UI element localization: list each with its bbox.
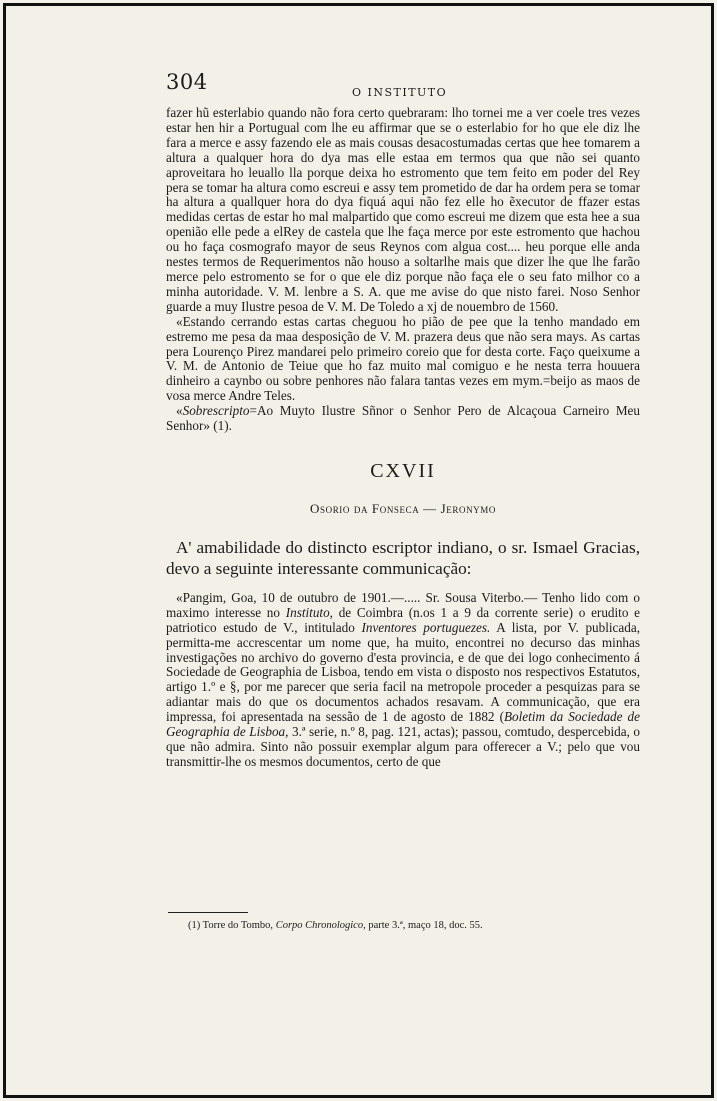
letter-continuation — [166, 106, 640, 434]
section-intro: A' amabilidade do distincto escriptor indiano, o sr. Ismael Gracias, devo a seguinte interessante communicação: — [166, 537, 640, 578]
footnote-marker: (1) — [188, 920, 201, 931]
footnote-italic: Corpo Chronologico, — [275, 920, 366, 931]
superscription: «Sobrescripto=Ao Muyto Ilustre Sñnor o Senhor Pero de Alcaçoua Carneiro Meu Senhor» (1). — [166, 403, 640, 434]
footnote-text: Torre do Tombo, — [200, 920, 276, 931]
italic-run: Boletim da Sociedade de Geographia de Lisboa, — [166, 709, 640, 740]
superscription-label: Sobrescripto — [182, 403, 250, 419]
text-run: A lista, por V. publicada, permitta-me accrescentar um nome que, ha muito, encontrei no decurso das minhas investigações no archivo do governo d'esta provincia, e de que dei logo conhecimento á Sociedade de Geographia de Lisboa, tendo em vista o disposto nos respectivos Estatutos, artigo 1.º e §, por me parecer que seria facil na metropole proceder a pesquizas para se adiantar mais do que os documentos achados resavam. A communicação, que era impressa, foi apresentada na sessão de 1 de agosto de 1882 ( — [166, 619, 640, 725]
italic-run: Inventores portuguezes. — [361, 619, 491, 635]
page-body — [166, 70, 640, 770]
page-header — [166, 70, 640, 106]
superscription-text: =Ao Muyto Ilustre Sñnor o Senhor Pero de Alcaçoua Carneiro Meu Senhor» (1). — [166, 403, 640, 434]
letter-paragraph: fazer hũ esterlabio quando não fora certo quebraram: lho tornei me a ver coele tres vezes estar hen hir a Portugual com lhe eu affirmar que se o esterlabio for ho que ele diz lhe fara a merce e assy fazendo ele as mais cousas desacostumadas certas que hee tomarem a altura a qualquer hora do dya mas elle estaa em termos qua que não sei quanto aproveitara ho leuallo lla porque deixa ho estromento que tem feito em poder del Rey pera se tomar ha altura como escreui e assy tem prometido de dar ha ordem pera se tomar ha altura a quallquer hora do dya fiquá aqui não fez elle ho ẽxecutor de ffazer estas medidas certas de estar ho mal malpartido que como escreui me dizem que esta hee a sua openião elle pede a elRey de castela que lhe faça merce por este estromento que hachou ou ho faça cosmografo mayor de seus Reynos com algua cost.... heu porque elle anda nestes termos de Requerimentos não houso a soltarlhe mais que dizer lhe que lhe farão merce pelo estromento se for o que ele diz porque não faça ele o seu fato milhor co a minha autoridade. V. M. lenbre a S. A. que me avise do que nisto farei. Noso Senhor guarde a muy Ilustre pesoa de V. M. De Toledo a xj de nouembro de 1560. — [166, 105, 640, 314]
footnote-rule — [168, 912, 248, 913]
italic-run: Instituto, — [285, 604, 333, 620]
footnote-text: parte 3.ª, maço 18, doc. 55. — [365, 920, 483, 931]
quoted-letter-paragraph — [166, 591, 640, 770]
letter-paragraph: «Estando cerrando estas cartas cheguou ho pião de pee que la tenho mandado em estremo me pesa da maa desposição de V. M. prazera deus que não sera mays. As cartas pera Lourenço Pirez mandarei pelo primeiro coreio que for desta corte. Faço queixume a V. M. de Antonio de Teiue que ho faz muito mal comiguo e he nesta terra houuera dinheiro a caynbo ou sobre penhores não falara tantas vezes em mym.=beijo as maos de vosa merce Andre Teles. — [166, 313, 640, 404]
running-title: O INSTITUTO — [352, 86, 448, 99]
section-number: CXVII — [370, 459, 436, 482]
footnote — [188, 920, 608, 931]
quoted-letter — [166, 591, 640, 770]
page-number: 304 — [166, 70, 208, 94]
text-run: de Coimbra (n.os 1 a 9 da corrente serie) o erudito e patriotico estudo de V., intitulado — [166, 604, 641, 635]
section-title: Osorio da Fonseca — Jeronymo — [310, 500, 496, 516]
text-run: «Pangim, Goa, 10 de outubro de 1901.—..... Sr. Sousa Viterbo.— Tenho lido com o maximo interesse no — [166, 589, 640, 620]
text-run: 3.ª serie, n.º 8, pag. 121, actas); passou, comtudo, despercebida, o que não admira. Sinto não possuir exemplar algum para offerecer a V.; pelo que vou transmittir-lhe os mesmos documentos, certo de que — [166, 724, 641, 769]
